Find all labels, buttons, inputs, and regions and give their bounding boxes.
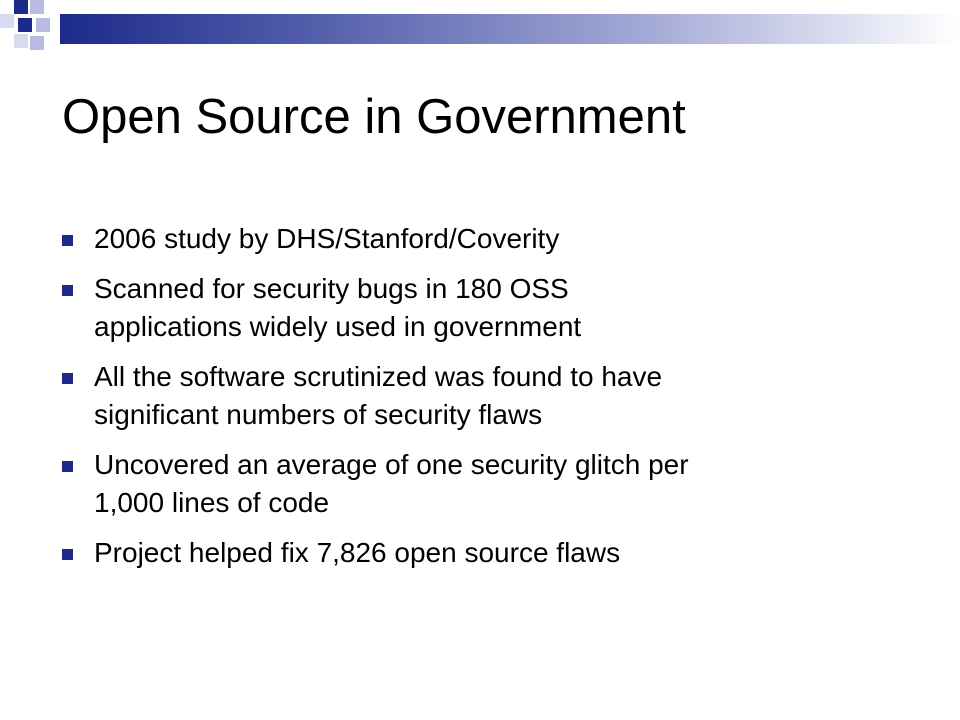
square-bullet-icon (62, 549, 73, 560)
bullet-text-line: 2006 study by DHS/Stanford/Coverity (94, 223, 560, 254)
decoration-square-pale-left (0, 14, 14, 28)
bullet-text-line: significant numbers of security flaws (94, 399, 543, 430)
bullet-text-line: Project helped fix 7,826 open source flaws (94, 537, 621, 568)
bullet-text-line: Scanned for security bugs in 180 OSS (94, 273, 569, 304)
bullet-list (62, 220, 902, 584)
bullet-text-line: 1,000 lines of code (94, 487, 330, 518)
square-bullet-icon (62, 285, 73, 296)
bullet-text-line: All the software scrutinized was found to have (94, 361, 663, 392)
bullet-item (62, 220, 902, 258)
header-gradient-bar (60, 14, 960, 44)
bullet-item (62, 358, 902, 434)
decoration-square-light-right (36, 18, 50, 32)
bullet-text-line: applications widely used in government (94, 311, 582, 342)
decoration-square-light-top (30, 0, 44, 14)
square-bullet-icon (62, 373, 73, 384)
bullet-item (62, 270, 902, 346)
decoration-square-navy-top-left (14, 0, 28, 14)
bullet-item (62, 534, 902, 572)
slide-title: Open Source in Government (62, 90, 686, 144)
square-bullet-icon (62, 461, 73, 472)
decoration-square-light-bottom (30, 36, 44, 50)
bullet-item (62, 446, 902, 522)
bullet-text-line: Uncovered an average of one security glitch per (94, 449, 689, 480)
decoration-square-pale-bottom-left (14, 34, 28, 48)
decoration-square-navy-center (18, 18, 32, 32)
square-bullet-icon (62, 235, 73, 246)
